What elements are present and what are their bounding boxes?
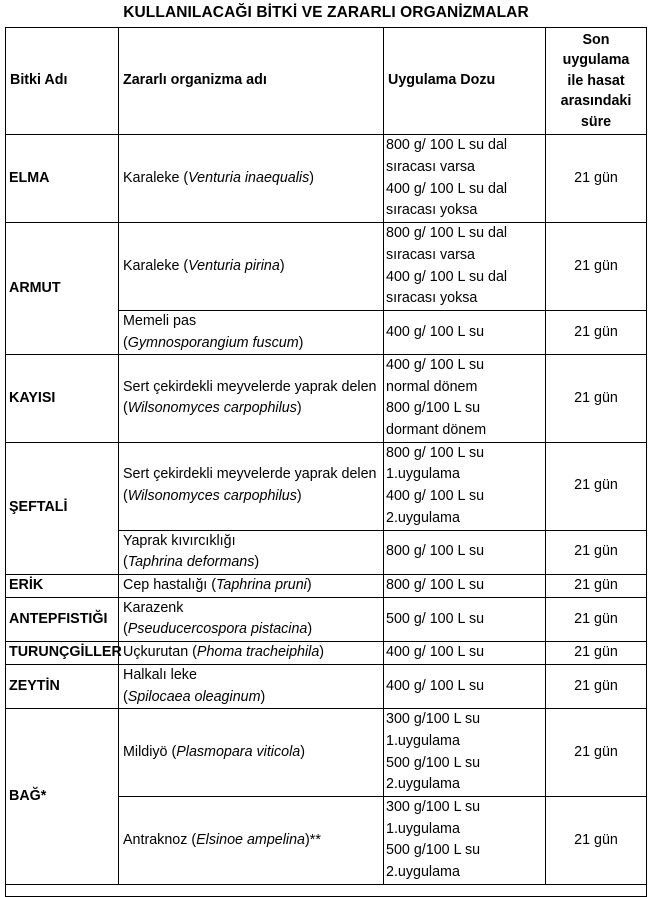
organism-cell [119, 664, 384, 708]
paren-open: ( [123, 334, 128, 351]
organism-common-name: Mildiyö ( [123, 743, 177, 760]
paren-open: ( [123, 688, 128, 705]
paren-close: ) [306, 576, 312, 593]
organism-species-name: Wilsonomyces carpophilus [127, 400, 297, 417]
wait-period-cell: 21 gün [546, 442, 647, 530]
organism-species-name: Plasmopara viticola [176, 743, 301, 760]
dose-line: 400 g/ 100 L su [386, 323, 485, 340]
wait-period-cell: 21 gün [546, 709, 647, 797]
organism-common-name: Antraknoz ( [123, 831, 197, 848]
organism-species-name: Phoma tracheiphila [196, 644, 320, 661]
dose-line: dormant dönem [386, 421, 487, 438]
dose-line: 1.uygulama [386, 820, 460, 837]
plant-name-cell: ARMUT [6, 223, 119, 355]
header-dose: Uygulama Dozu [384, 28, 546, 135]
organism-species-name: Gymnosporangium fuscum [127, 334, 299, 351]
plant-name-cell: ZEYTİN [6, 664, 119, 708]
organism-common-name: Memeli pas [123, 313, 197, 329]
organism-cell [119, 709, 384, 797]
plant-name-cell: TURUNÇGİLLER [6, 641, 119, 664]
table-row [6, 223, 647, 311]
dose-line: 400 g/ 100 L su [386, 644, 485, 661]
plant-name-cell: BAĞ* [6, 709, 119, 884]
dose-line: 1.uygulama [386, 466, 460, 483]
organism-cell [119, 597, 384, 641]
dose-line: 800 g/ 100 L su [386, 543, 485, 560]
dose-line: 500 g/100 L su [386, 754, 481, 771]
wait-period-cell: 21 gün [546, 641, 647, 664]
paren-close: ) [254, 554, 260, 571]
plant-name-cell: ŞEFTALİ [6, 442, 119, 574]
table-row [6, 135, 647, 223]
organism-common-name: Karaleke ( [123, 257, 189, 274]
table-row [6, 355, 647, 442]
paren-close: ) [260, 688, 266, 705]
dose-cell [384, 223, 546, 311]
header-row [6, 28, 647, 135]
dose-line: 500 g/100 L su [386, 842, 481, 859]
organism-cell [119, 797, 384, 884]
header-wait-line: ile hasat [567, 72, 625, 89]
dose-cell [384, 709, 546, 797]
organism-common-name: Sert çekirdekli meyvelerde yaprak delen ( [123, 378, 377, 417]
dose-line: 2.uygulama [386, 863, 460, 880]
dose-line: 400 g/ 100 L su [386, 488, 485, 505]
organism-species-name: Venturia pirina [188, 257, 280, 274]
organism-cell [119, 311, 384, 355]
dose-cell [384, 641, 546, 664]
paren-close: ) [296, 488, 302, 505]
wait-period-cell: 21 gün [546, 311, 647, 355]
header-wait-line: arasındaki [560, 93, 632, 110]
paren-close: )** [305, 831, 321, 848]
paren-close: ) [279, 257, 285, 274]
dose-line: 1.uygulama [386, 733, 460, 750]
dose-cell [384, 311, 546, 355]
organism-common-name: Cep hastalığı ( [123, 576, 216, 593]
dose-line: 400 g/ 100 L su [386, 357, 485, 374]
paren-close: ) [296, 400, 302, 417]
organism-species-name: Pseuducercospora pistacina [127, 621, 308, 638]
pesticide-table [5, 27, 647, 897]
organism-common-name: Halkalı leke [123, 666, 197, 683]
wait-period-cell: 21 gün [546, 135, 647, 223]
dose-line: sıracası yoksa [386, 290, 478, 307]
dose-line: 800 g/ 100 L su [386, 576, 485, 593]
dose-cell [384, 355, 546, 442]
dose-line: 800 g/ 100 L su dal [386, 137, 508, 154]
paren-close: ) [307, 621, 313, 638]
dose-line: sıracası varsa [386, 246, 475, 263]
paren-open: ( [123, 554, 128, 571]
plant-name-cell: ERİK [6, 574, 119, 597]
table-row [6, 574, 647, 597]
organism-species-name: Taphrina pruni [215, 576, 307, 593]
plant-name-cell: KAYISI [6, 355, 119, 442]
plant-name-cell: ELMA [6, 135, 119, 223]
header-organism: Zararlı organizma adı [119, 28, 384, 135]
header-wait-line: Son [582, 31, 610, 48]
organism-common-name: Sert çekirdekli meyvelerde yaprak delen ( [123, 466, 377, 505]
paren-close: ) [300, 743, 305, 760]
dose-cell [384, 530, 546, 574]
organism-cell [119, 641, 384, 664]
dose-cell [384, 574, 546, 597]
dose-cell [384, 797, 546, 884]
organism-cell [119, 135, 384, 223]
dose-line: sıracası varsa [386, 158, 475, 175]
organism-species-name: Venturia inaequalis [188, 169, 310, 186]
document-title: KULLANILACAĞI BİTKİ VE ZARARLI ORGANİZMALAR [123, 4, 529, 21]
dose-line: 2.uygulama [386, 509, 460, 526]
table-row [6, 442, 647, 530]
organism-common-name: Yaprak kıvırcıklığı [123, 532, 236, 549]
wait-period-cell: 21 gün [546, 664, 647, 708]
dose-line: 400 g/ 100 L su [386, 677, 485, 694]
organism-species-name: Taphrina deformans [127, 554, 255, 571]
dose-line: 800 g/ 100 L su dal [386, 225, 508, 242]
organism-common-name: Karaleke ( [123, 169, 189, 186]
organism-species-name: Wilsonomyces carpophilus [127, 488, 297, 505]
table-row [6, 709, 647, 797]
dose-line: 300 g/100 L su [386, 711, 481, 728]
dose-line: 400 g/ 100 L su dal [386, 268, 508, 285]
paren-close: ) [319, 644, 325, 661]
dose-line: 2.uygulama [386, 776, 460, 793]
wait-period-cell: 21 gün [546, 223, 647, 311]
header-wait [546, 28, 647, 135]
dose-line: 300 g/100 L su [386, 799, 481, 816]
plant-name-cell: ANTEPFISTIĞI [6, 597, 119, 641]
table-footer-row [6, 884, 647, 896]
organism-common-name: Karazenk [123, 599, 184, 616]
organism-common-name: Uçkurutan ( [123, 644, 197, 661]
table-row [6, 664, 647, 708]
organism-cell [119, 223, 384, 311]
dose-cell [384, 597, 546, 641]
dose-line: normal dönem [386, 378, 478, 395]
header-wait-line: uygulama [562, 52, 630, 69]
paren-open: ( [123, 621, 128, 638]
header-wait-line: süre [580, 113, 612, 130]
footer-cell [6, 884, 647, 896]
wait-period-cell: 21 gün [546, 574, 647, 597]
wait-period-cell: 21 gün [546, 355, 647, 442]
wait-period-cell: 21 gün [546, 530, 647, 574]
organism-cell [119, 355, 384, 442]
dose-line: 800 g/ 100 L su [386, 444, 485, 461]
organism-species-name: Elsinoe ampelina [196, 831, 305, 848]
table-row [6, 597, 647, 641]
paren-close: ) [309, 169, 315, 186]
header-plant: Bitki Adı [6, 28, 119, 135]
dose-cell [384, 135, 546, 223]
paren-close: ) [298, 334, 304, 351]
dose-line: 800 g/100 L su [386, 400, 481, 417]
dose-line: sıracası yoksa [386, 202, 478, 219]
dose-line: 400 g/ 100 L su dal [386, 180, 508, 197]
organism-species-name: Spilocaea oleaginum [127, 688, 261, 705]
wait-period-cell: 21 gün [546, 797, 647, 884]
wait-period-cell: 21 gün [546, 597, 647, 641]
organism-cell [119, 574, 384, 597]
organism-cell [119, 530, 384, 574]
dose-cell [384, 442, 546, 530]
table-row [6, 641, 647, 664]
dose-line: 500 g/ 100 L su [386, 610, 485, 627]
dose-cell [384, 664, 546, 708]
organism-cell [119, 442, 384, 530]
